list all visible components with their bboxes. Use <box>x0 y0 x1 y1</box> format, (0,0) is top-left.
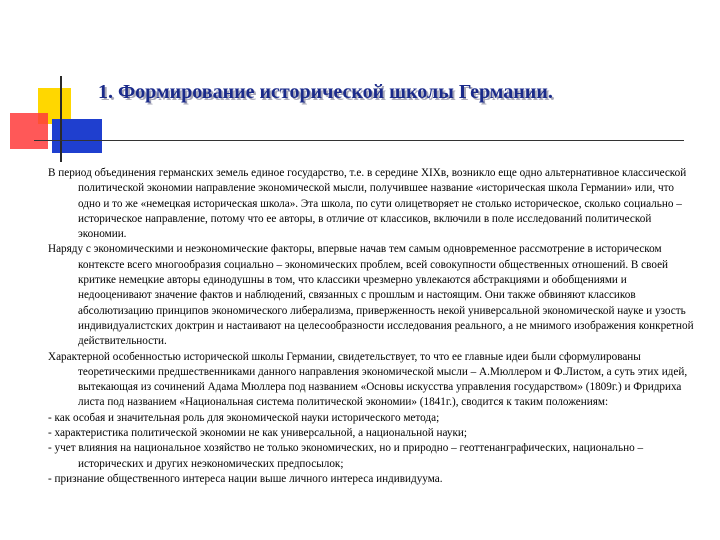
paragraph-intro: В период объединения германских земель единое государство, т.е. в середине XIXв, возникло еще одно альтернативное классической политической экономии направление экономической мысли, получившее название «историческая школа Германии» или, что одно и то же «немецкая историческая школа». Эта школа, по сути олицетворяет не столько историческое, сколько социально – историческое направление, потому что ее авторы, в отличие от классиков, включили в поле исследований политической экономии. <box>48 167 687 241</box>
title-underline-rule <box>34 140 684 141</box>
list-item-nation-interest: - признание общественного интереса нации выше личного интереса индивидуума. <box>48 472 443 485</box>
list-item-historical-method: - как особая и значительная роль для экономической науки исторического метода; <box>48 411 440 424</box>
slide-body <box>48 166 696 487</box>
list-item-national-science: - характеристика политической экономии не как универсальной, а национальной науки; <box>48 427 467 440</box>
paragraph-feature: Характерной особенностью исторической школы Германии, свидетельствует, то что ее главные идеи были сформулированы теоретическими предшественниками данного направления экономической мысли – А.Мюллером и Ф.Листом, а суть этих идей, вытекающая из сочинений Адама Мюллера под названием «Основы искусства управления государством» (1809г.) и Фридриха листа под названием «Национальная система политической экономии» (1841г.), сводится к таким положениям: <box>48 350 688 409</box>
paragraph-critique: Наряду с экономическими и неэкономические факторы, впервые начав тем самым одновременное рассмотрение в историческом контексте всего многообразия социально – экономических проблем, всей совокупности общественных отношений. В своей критике немецкие авторы единодушны в том, что классики чрезмерно увлекаются абстракциями и обобщениями и недооценивают значение фактов и наблюдений, связанных с прошлым и настоящим. Они также обвиняют классиков абсолютизацию принципов экономического либерализма, приверженность некой универсальной экономической науке и узость индивидуалистских доктрин и настаивают на целесообразности исследования реального, а не мнимого изображения конкретной действительности. <box>48 243 694 348</box>
vertical-rule-decoration <box>60 76 62 162</box>
list-item-non-economic-factors: - учет влияния на национальное хозяйство не только экономических, но и природно – геоттенанграфических, национально – исторических и других неэкономических предпосылок; <box>48 442 644 470</box>
slide-title: 1. Формирование исторической школы Германии. <box>98 81 553 103</box>
red-square-decoration <box>10 113 48 149</box>
